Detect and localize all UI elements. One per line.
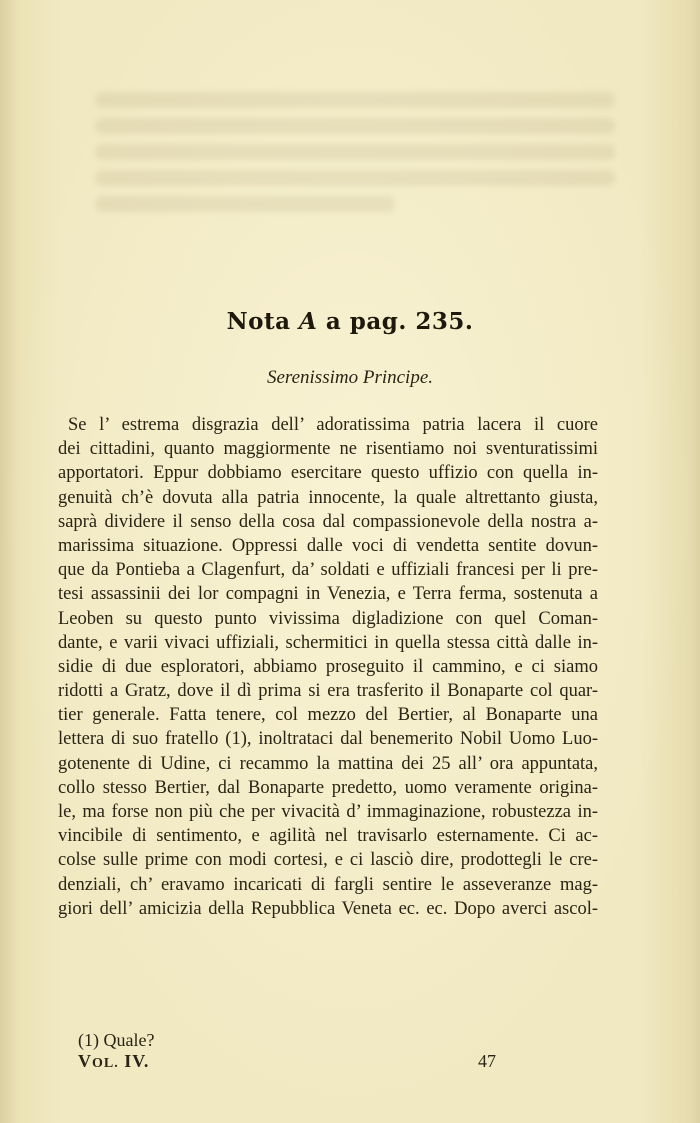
bleed-through-line [95, 92, 615, 108]
salutation: Serenissimo Principe. [266, 367, 434, 388]
note-heading-letter: A [299, 308, 318, 335]
body-line: tier generale. Fatta tenere, col mezzo del Bertier, al Bonaparte una [58, 705, 598, 726]
body-line: vincibile di sentimento, e agilità nel travisarlo esternamente. Ci ac- [58, 826, 598, 847]
body-line: le, ma forse non più che per vivacità d’ immaginazione, robustezza in- [58, 802, 598, 822]
body-line: apportatori. Eppur dobbiamo esercitare questo uffizio con quella in- [58, 463, 598, 484]
body-line: Se l’ estrema disgrazia dell’ adoratissima patria lacera il cuore [68, 415, 598, 435]
body-line: giori dell’ amicizia della Repubblica Veneta ec. ec. Dopo averci ascol- [58, 898, 598, 919]
body-line: lettera di suo fratello (1), inoltrataci dal benemerito Nobil Uomo Luo- [58, 729, 598, 750]
bleed-through-line [95, 144, 615, 160]
body-line: que da Pontieba a Clagenfurt, da’ soldati e uffiziali francesi per li pre- [58, 560, 598, 581]
body-line: tesi assassinii dei lor compagni in Venezia, e Terra ferma, sostenuta a [58, 584, 598, 605]
body-line: sidie di due esploratori, abbiamo proseguito il cammino, e ci siamo [58, 656, 598, 677]
bleed-through-line [95, 118, 615, 134]
note-heading-suffix: a pag. 235. [317, 308, 474, 335]
volume-prefix: V [78, 1051, 92, 1071]
footnote: (1) Quale? [78, 1030, 155, 1050]
body-line: colse sulle prime con modi cortesi, e ci lasciò dire, prodottegli le cre- [58, 850, 598, 871]
body-line: ridotti a Gratz, dove il dì prima si era trasferito il Bonaparte col quar- [58, 681, 598, 702]
volume-mark [78, 1051, 149, 1072]
body-text [58, 413, 598, 921]
volume-small: OL. [92, 1056, 119, 1071]
note-heading [0, 308, 700, 335]
signature-number: 47 [478, 1051, 496, 1071]
bleed-through-line [95, 196, 395, 212]
body-line: denziali, ch’ eravamo incaricati di fargli sentire le asseveranze mag- [58, 874, 598, 895]
body-line: gotenente di Udine, ci recammo la mattina dei 25 all’ ora appuntata, [58, 753, 598, 774]
volume-number: IV. [118, 1051, 150, 1071]
page-footer [78, 1051, 498, 1075]
note-heading-prefix: Nota [226, 308, 299, 335]
body-line: Leoben su questo punto vivissima digladizione con quel Coman- [58, 608, 598, 629]
body-line: dante, e varii vivaci uffiziali, schermitici in quella stessa città dalle in- [58, 632, 598, 653]
body-line: marissima situazione. Oppressi dalle voci di vendetta sentite dovun- [58, 535, 598, 556]
body-line: saprà dividere il senso della cosa dal compassionevole della nostra a- [58, 511, 598, 532]
bleed-through-line [95, 170, 615, 186]
body-line: dei cittadini, quanto maggiormente ne risentiamo noi sventuratissimi [58, 439, 598, 460]
body-line: collo stesso Bertier, dal Bonaparte predetto, uomo veramente origina- [58, 777, 598, 798]
body-line: genuità ch’è dovuta alla patria innocente, la quale altrettanto giusta, [58, 487, 598, 508]
